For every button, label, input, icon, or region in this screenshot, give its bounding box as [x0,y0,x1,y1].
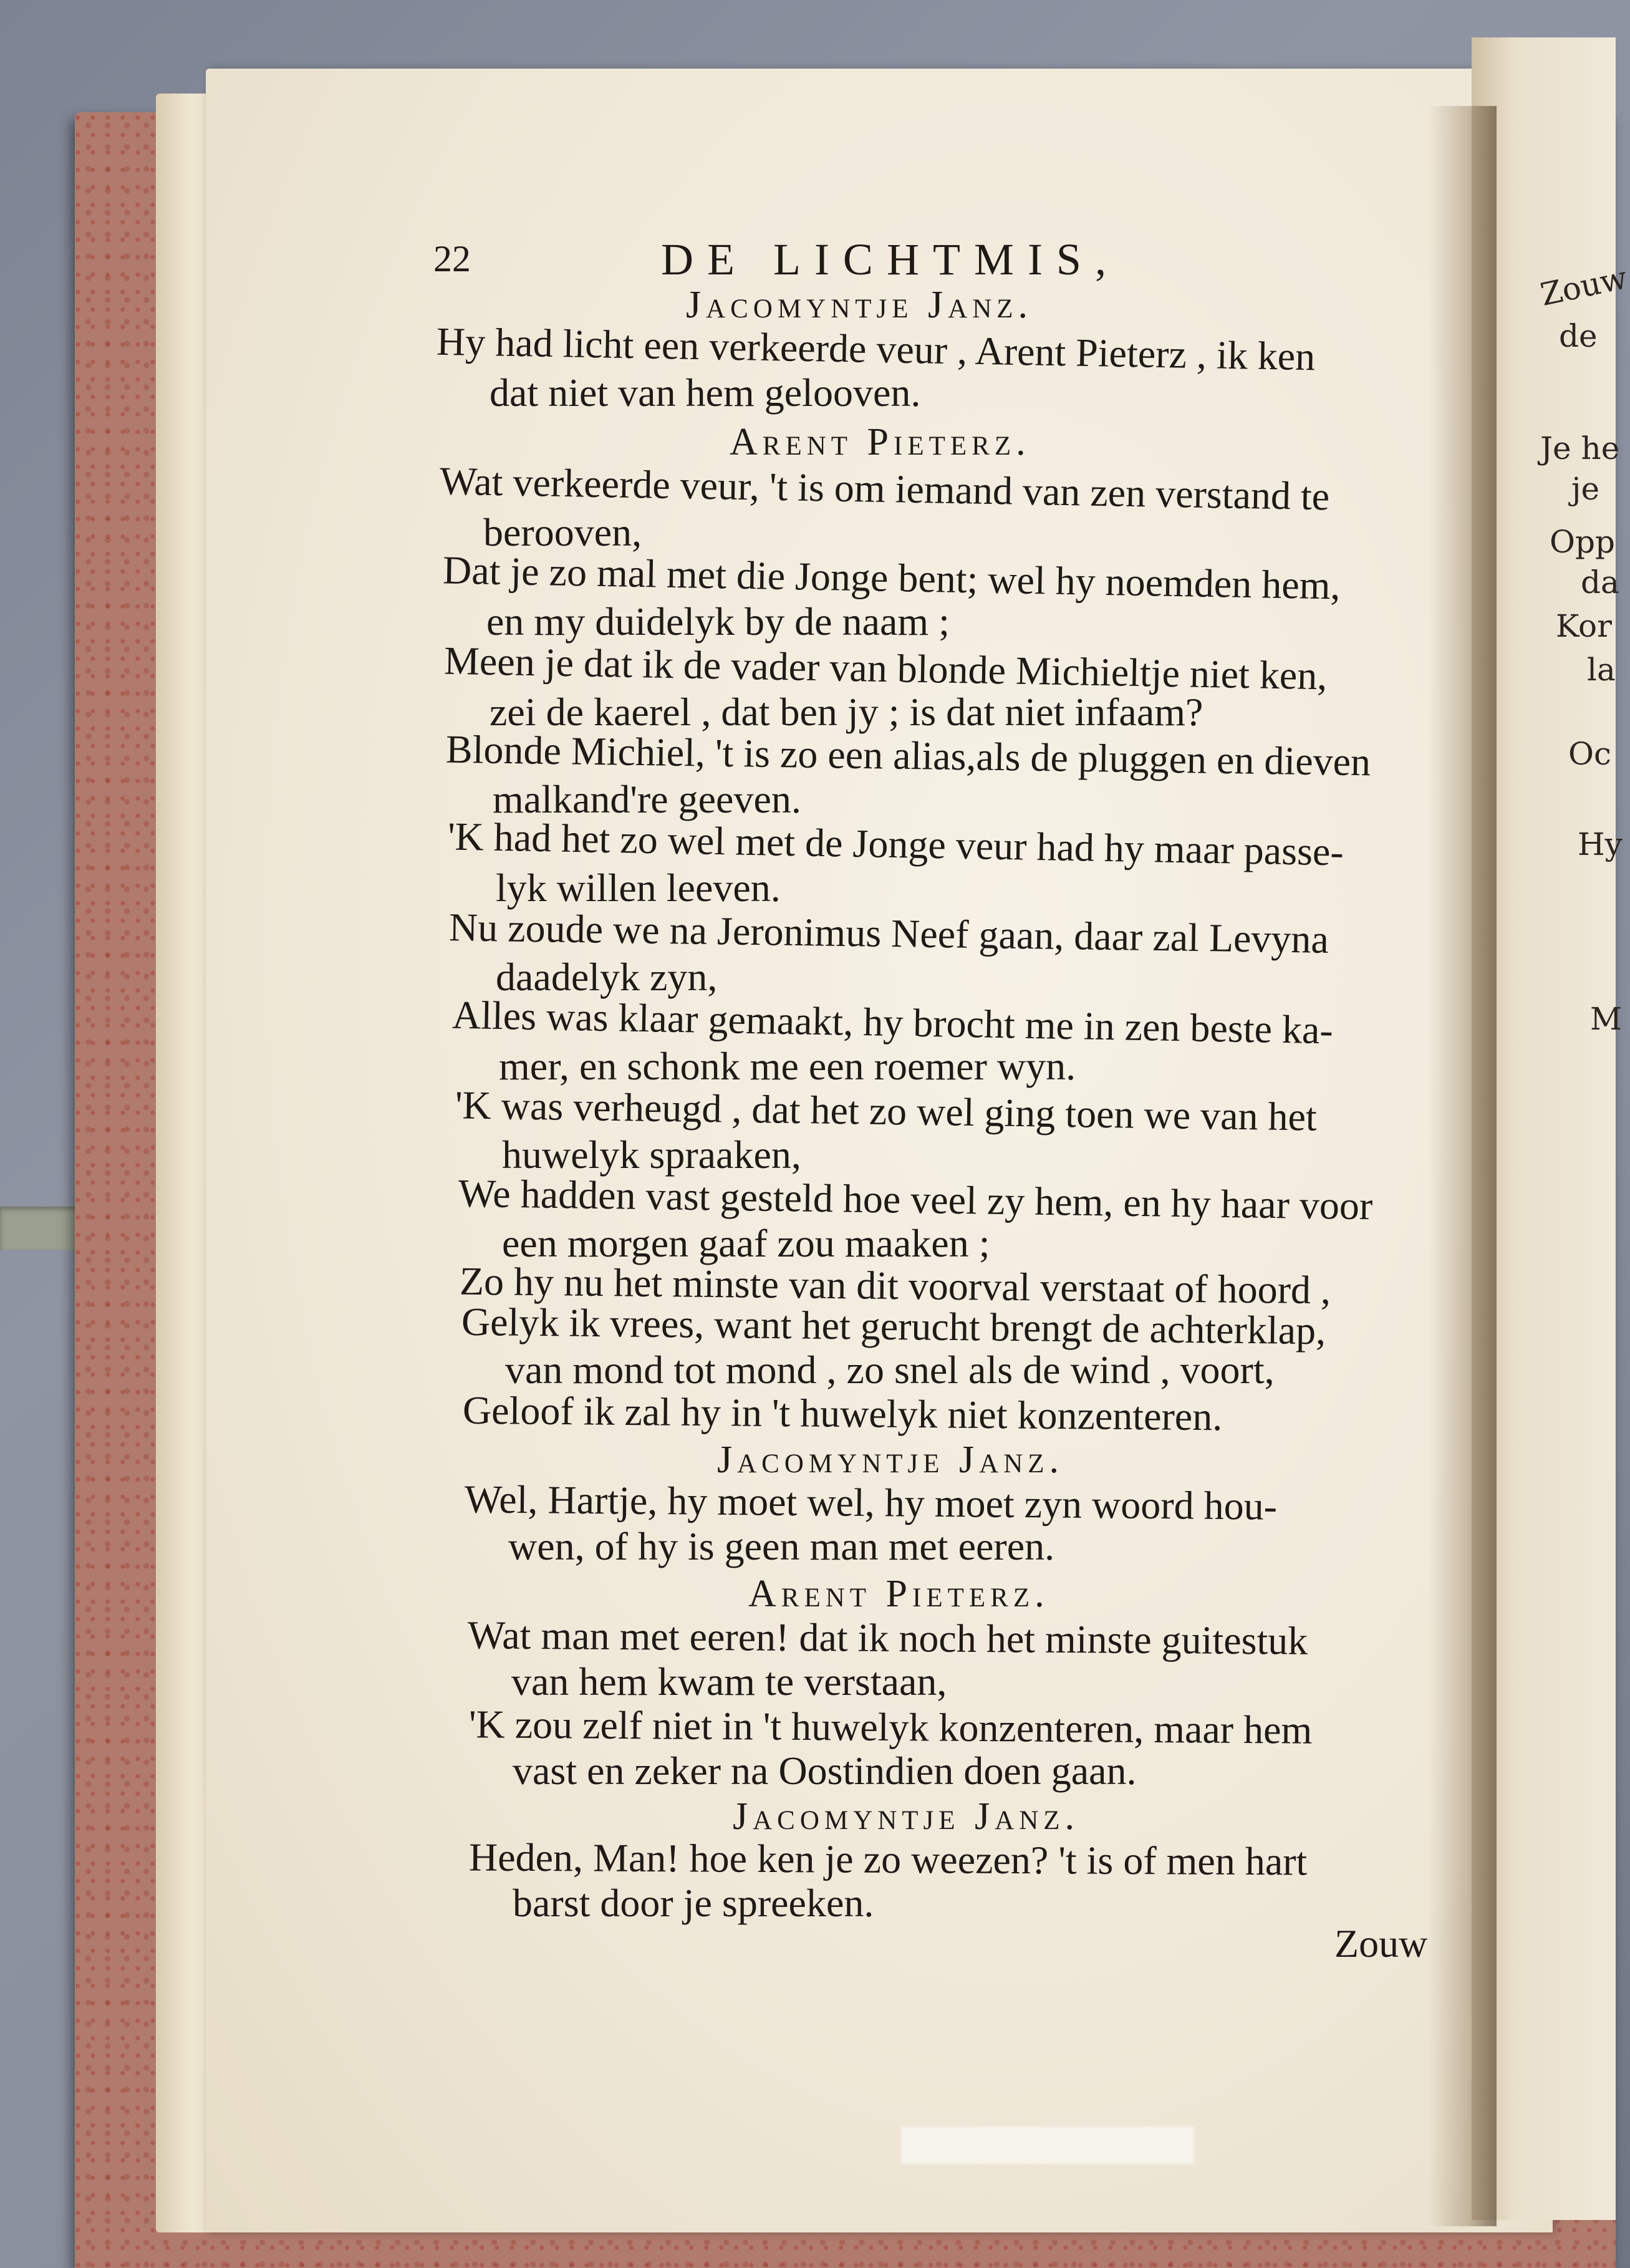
verse-line: Geloof ik zal hy in 't huwelyk niet konzenteren. [462,1387,1223,1439]
opposite-page-fragment: Oc [1568,736,1611,772]
verse-line: Alles was klaar gemaakt, hy brocht me in zen beste ka- [451,992,1334,1053]
verse-line: Gelyk ik vrees, want het gerucht brengt de achterklap, [461,1299,1326,1353]
verse-line: Nu zoude we na Jeronimus Neef gaan, daar zal Levyna [448,905,1329,962]
speaker-heading: Arent Pieterz. [730,421,1031,463]
opposite-page-fragment: de [1559,318,1598,354]
speaker-heading: Jacomyntje Janz. [686,284,1033,326]
opposite-page-fragment: Opp [1550,524,1616,560]
opposite-page-fragment: la [1587,652,1616,688]
speaker-heading: Jacomyntje Janz. [717,1439,1064,1481]
opposite-page-fragment: Zouw [1537,259,1630,313]
verse-line: van hem kwam te verstaan, [511,1659,947,1704]
verse-line: Zo hy nu het minste van dit voorval verstaat of hoord , [459,1258,1331,1313]
verse-line: vast en zeker na Oostindien doen gaan. [513,1749,1137,1793]
verse-line: malkand're geeven. [493,777,801,821]
verse-line: 'K was verheugd , dat het zo wel ging toen we van het [455,1083,1318,1139]
speaker-heading: Jacomyntje Janz. [733,1795,1080,1838]
verse-line: huwelyk spraaken, [502,1132,801,1177]
opposite-page-fragment: je [1571,471,1600,507]
speaker-heading: Arent Pieterz. [748,1573,1049,1615]
verse-line: Wat verkeerde veur, 't is om iemand van zen verstand te [439,458,1330,519]
verse-line: We hadden vast gesteld hoe veel zy hem, en hy haar voor [458,1170,1373,1228]
verse-line: daadelyk zyn, [496,955,718,999]
verse-line: een morgen gaaf zou maaken ; [502,1221,990,1265]
catchword: Zouw [1334,1921,1428,1966]
verse-line: 'K zou zelf niet in 't huwelyk konzenteren, maar hem [468,1702,1313,1752]
page-number: 22 [433,238,471,279]
verse-line: berooven, [483,510,642,554]
verse-line: Hy had licht een verkeerde veur , Arent Pieterz , ik ken [436,319,1316,379]
verse-line: mer, en schonk me een roemer wyn. [499,1044,1076,1088]
verse-line: barst door je spreeken. [513,1881,874,1925]
opposite-page-fragment: M [1590,1001,1623,1037]
verse-line: Wat man met eeren! dat ik noch het minste guitestuk [467,1613,1308,1663]
opposite-page-fragment: da [1581,564,1619,601]
verse-line: lyk willen leeven. [496,866,781,910]
verse-line: Meen je dat ik de vader van blonde Michieltje niet ken, [443,638,1328,698]
opposite-page-fragment: Je he [1540,430,1620,466]
verse-line: dat niet van hem gelooven. [489,370,921,415]
verse-line: Blonde Michiel, 't is zo een alias,als de pluggen en dieven [445,726,1371,784]
verse-line: Wel, Hartje, hy moet wel, hy moet zyn woord hou- [464,1477,1278,1528]
opposite-page-fragment: Hy [1578,826,1623,862]
verse-line: zei de kaerel , dat ben jy ; is dat niet infaam? [489,690,1203,734]
opposite-page-fragment: Kor [1556,608,1613,644]
verse-line: Heden, Man! hoe ken je zo weezen? 't is of men hart [468,1835,1308,1884]
running-title: DE LICHTMIS, [661,234,1120,284]
verse-line: Dat je zo mal met die Jonge bent; wel hy noemden hem, [442,548,1341,608]
verse-line: 'K had het zo wel met de Jonge veur had hy maar passe- [447,814,1344,874]
verse-line: wen, of hy is geen man met eeren. [508,1524,1055,1568]
verse-line: en my duidelyk by de naam ; [486,599,950,644]
verse-line: van mond tot mond , zo snel als de wind , voort, [505,1348,1275,1392]
